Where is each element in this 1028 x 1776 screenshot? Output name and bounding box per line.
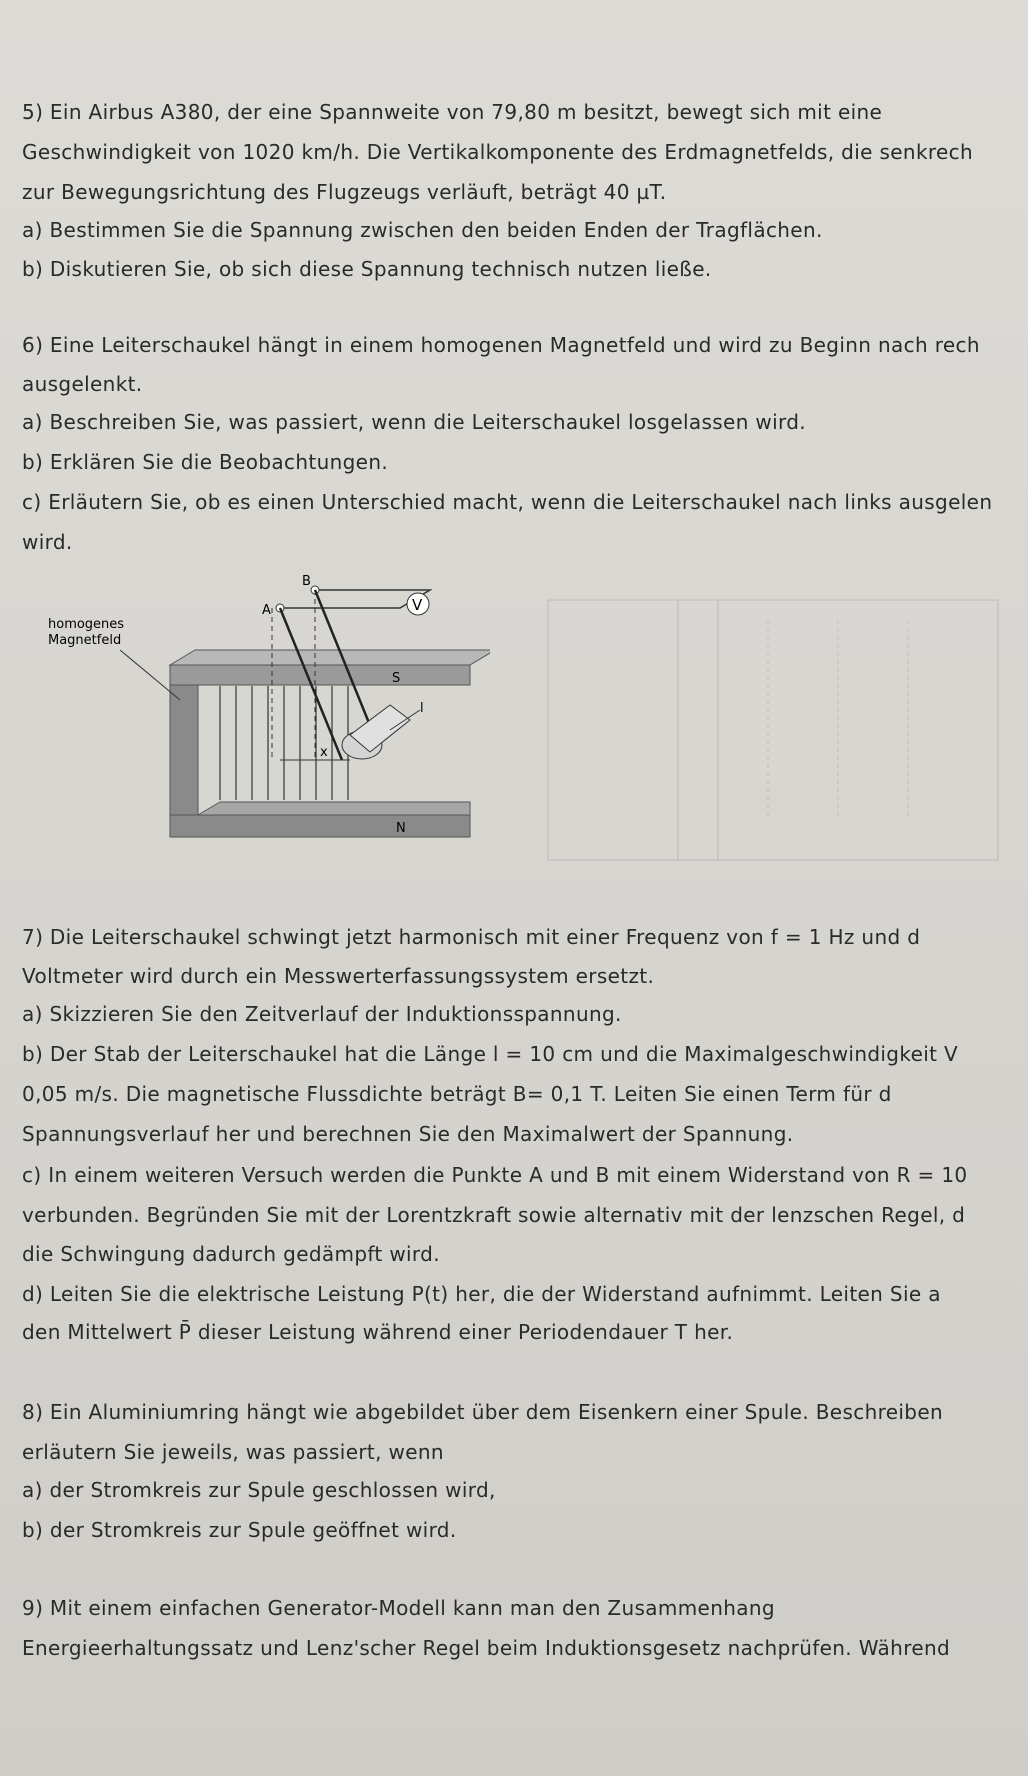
problem-8-part-a: a) der Stromkreis zur Spule geschlossen wird, [22,1478,496,1502]
problem-7-line-1: 7) Die Leiterschaukel schwingt jetzt harmonisch mit einer Frequenz von f = 1 Hz und d [22,925,921,949]
problem-9-line-2: Energieerhaltungssatz und Lenz'scher Regel beim Induktionsgesetz nachprüfen. Während [22,1636,951,1660]
problem-7-part-b-line-1: b) Der Stab der Leiterschaukel hat die Länge l = 10 cm und die Maximalgeschwindigkeit V [22,1042,959,1066]
magnet-back-post [170,685,198,835]
problem-7-part-c-line-3: die Schwingung dadurch gedämpft wird. [22,1242,440,1266]
voltmeter-label: V [412,596,423,614]
problem-7-part-a: a) Skizzieren Sie den Zeitverlauf der Induktionsspannung. [22,1002,622,1026]
magnet-top-plate [170,665,470,685]
magnet-bottom-face [198,802,470,815]
field-label-2: Magnetfeld [48,633,122,648]
bleed-through-figure [538,590,1008,870]
problem-5-line-3: zur Bewegungsrichtung des Flugzeugs verläuft, beträgt 40 µT. [22,180,667,204]
problem-5-line-1: 5) Ein Airbus A380, der eine Spannweite von 79,80 m besitzt, bewegt sich mit eine [22,100,883,124]
problem-7-part-c-line-2: verbunden. Begründen Sie mit der Lorentzkraft sowie alternativ mit der lenzschen Regel, d [22,1203,966,1227]
problem-8-line-1: 8) Ein Aluminiumring hängt wie abgebildet über dem Eisenkern einer Spule. Beschreiben [22,1400,944,1424]
problem-7-part-b-line-2: 0,05 m/s. Die magnetische Flussdichte beträgt B= 0,1 T. Leiten Sie einen Term für d [22,1082,892,1106]
problem-5-part-b: b) Diskutieren Sie, ob sich diese Spannung technisch nutzen ließe. [22,257,712,281]
problem-7-part-b-line-3: Spannungsverlauf her und berechnen Sie den Maximalwert der Spannung. [22,1122,794,1146]
pole-s-label: S [392,671,401,686]
problem-5-line-2: Geschwindigkeit von 1020 km/h. Die Vertikalkomponente des Erdmagnetfelds, die senkrech [22,140,974,164]
problem-7-line-2: Voltmeter wird durch ein Messwerterfassungssystem ersetzt. [22,964,655,988]
magnet-bottom-plate [170,815,470,837]
problem-9-line-1: 9) Mit einem einfachen Generator-Modell kann man den Zusammenhang [22,1596,775,1620]
problem-6-part-b: b) Erklären Sie die Beobachtungen. [22,450,389,474]
problem-6-line-2: ausgelenkt. [22,372,143,396]
problem-6-line-1: 6) Eine Leiterschaukel hängt in einem homogenen Magnetfeld und wird zu Beginn nach rech [22,333,980,357]
label-b: B [302,574,311,589]
conductor-swing-figure [40,570,490,860]
problem-7-part-d-line-2: den Mittelwert P̄ dieser Leistung während einer Periodendauer T her. [22,1320,734,1344]
magnet-top-face [170,650,490,665]
x-label: x [320,745,328,760]
problem-7-part-c-line-1: c) In einem weiteren Versuch werden die Punkte A und B mit einem Widerstand von R = 10 [22,1163,968,1187]
problem-6-part-a: a) Beschreiben Sie, was passiert, wenn die Leiterschaukel losgelassen wird. [22,410,807,434]
problem-8-line-2: erläutern Sie jeweils, was passiert, wenn [22,1440,444,1464]
problem-6-part-c-line-2: wird. [22,530,73,554]
problem-7-part-d-line-1: d) Leiten Sie die elektrische Leistung P(t) her, die der Widerstand aufnimmt. Leiten Sie a [22,1282,941,1306]
field-lines [220,686,348,800]
problem-5-part-a: a) Bestimmen Sie die Spannung zwischen den beiden Enden der Tragflächen. [22,218,823,242]
pole-n-label: N [396,821,406,836]
field-label-1: homogenes [48,617,125,632]
length-label: l [420,701,424,716]
label-a: A [262,603,271,618]
problem-6-part-c-line-1: c) Erläutern Sie, ob es einen Unterschied macht, wenn die Leiterschaukel nach links ausgelen [22,490,993,514]
problem-8-part-b: b) der Stromkreis zur Spule geöffnet wird. [22,1518,457,1542]
